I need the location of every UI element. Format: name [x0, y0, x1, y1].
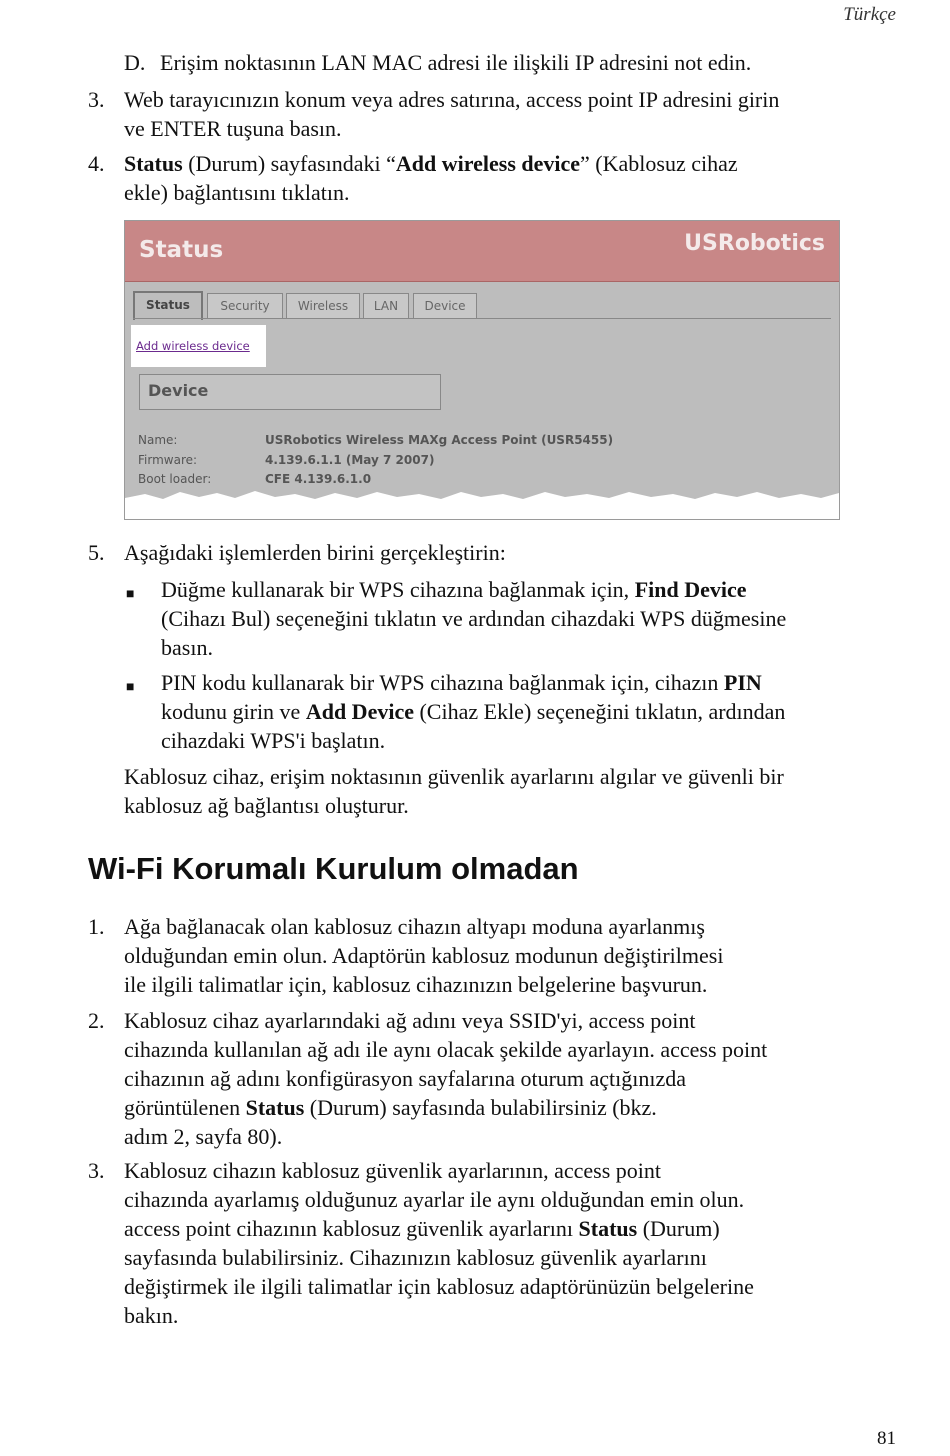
- step-text: Kablosuz cihaz ayarlarındaki ağ adını veya SSID'yi, access point cihazında kullanılan ağ adı ile aynı olacak şekilde ayarlayın. access point cihazının ağ adını konfigürasyon sayfalarına oturum açtığınızda görüntülenen Status (Durum) sayfasında bulabilirsiniz (bkz. adım 2, sayfa 80).: [124, 1008, 768, 1149]
- tab-wireless[interactable]: Wireless: [286, 293, 360, 318]
- step-text: Ağa bağlanacak olan kablosuz cihazın altyapı moduna ayarlanmış olduğundan emin olun. Adaptörün kablosuz modunun değiştirilmesi ile ilgili talimatlar için, kablosuz cihazınızın belgelerine başvurun.: [124, 914, 724, 997]
- status-page-screenshot: [124, 220, 840, 520]
- step-number: 4.: [88, 151, 105, 176]
- torn-edge: [125, 486, 839, 519]
- substep-text: Erişim noktasının LAN MAC adresi ile ilişkili IP adresini not edin.: [160, 50, 752, 75]
- screenshot-header: [125, 221, 839, 282]
- step-number: 1.: [88, 914, 105, 939]
- step-number: 2.: [88, 1008, 105, 1033]
- device-section-box: [139, 374, 441, 410]
- add-wireless-device-link[interactable]: Add wireless device: [136, 339, 250, 353]
- bullet-icon: ■: [126, 680, 135, 695]
- screenshot-title: Status: [139, 237, 224, 263]
- bullet-icon: ■: [126, 587, 135, 602]
- device-section-title: Device: [148, 381, 209, 400]
- name-value: USRobotics Wireless MAXg Access Point (USR5455): [265, 433, 614, 447]
- substep-marker: D.: [124, 50, 146, 75]
- firmware-value: 4.139.6.1.1 (May 7 2007): [265, 453, 435, 467]
- tab-status[interactable]: Status: [133, 291, 203, 320]
- firmware-label: Firmware:: [138, 453, 198, 467]
- tab-lan[interactable]: LAN: [363, 293, 409, 318]
- bullet-text: Düğme kullanarak bir WPS cihazına bağlanmak için, Find Device (Cihazı Bul) seçeneğini tıklatın ve ardından cihazdaki WPS düğmesine basın.: [161, 577, 787, 660]
- step-number: 3.: [88, 87, 105, 112]
- bootloader-label: Boot loader:: [138, 472, 212, 486]
- step-text: Aşağıdaki işlemlerden birini gerçekleştirin:: [124, 540, 506, 565]
- bullet-text: PIN kodu kullanarak bir WPS cihazına bağlanmak için, cihazın PIN kodunu girin ve Add Device (Cihaz Ekle) seçeneğini tıklatın, ardından cihazdaki WPS'i başlatın.: [161, 670, 786, 753]
- usrobotics-logo: USRobotics: [684, 231, 825, 256]
- tab-device[interactable]: Device: [413, 293, 477, 318]
- step-text: Kablosuz cihazın kablosuz güvenlik ayarlarının, access point cihazında ayarlamış olduğunuz ayarlar ile aynı olduğundan emin olun. access point cihazının kablosuz güvenlik ayarlarını Status (Durum) sayfasında bulabilirsiniz. Cihazınızın kablosuz güvenlik ayarlarını değiştirmek ile ilgili talimatlar için kablosuz adaptörünüzün belgelerine bakın.: [124, 1158, 754, 1328]
- section-heading: Wi-Fi Korumalı Kurulum olmadan: [88, 851, 579, 886]
- step-text: Status (Durum) sayfasındaki “Add wireless device” (Kablosuz cihaz ekle) bağlantısını tıklatın.: [124, 151, 738, 205]
- bootloader-value: CFE 4.139.6.1.0: [265, 472, 372, 486]
- step-number: 5.: [88, 540, 105, 565]
- step-number: 3.: [88, 1158, 105, 1183]
- add-wireless-device-highlight: [131, 325, 266, 367]
- language-label: Türkçe: [843, 4, 896, 25]
- page-number: 81: [877, 1428, 896, 1449]
- paragraph: Kablosuz cihaz, erişim noktasının güvenlik ayarlarını algılar ve güvenli bir kablosuz ağ bağlantısı oluşturur.: [124, 764, 784, 818]
- tab-security[interactable]: Security: [207, 293, 283, 318]
- name-label: Name:: [138, 433, 178, 447]
- step-text: Web tarayıcınızın konum veya adres satırına, access point IP adresini girin ve ENTER tuşuna basın.: [124, 87, 780, 141]
